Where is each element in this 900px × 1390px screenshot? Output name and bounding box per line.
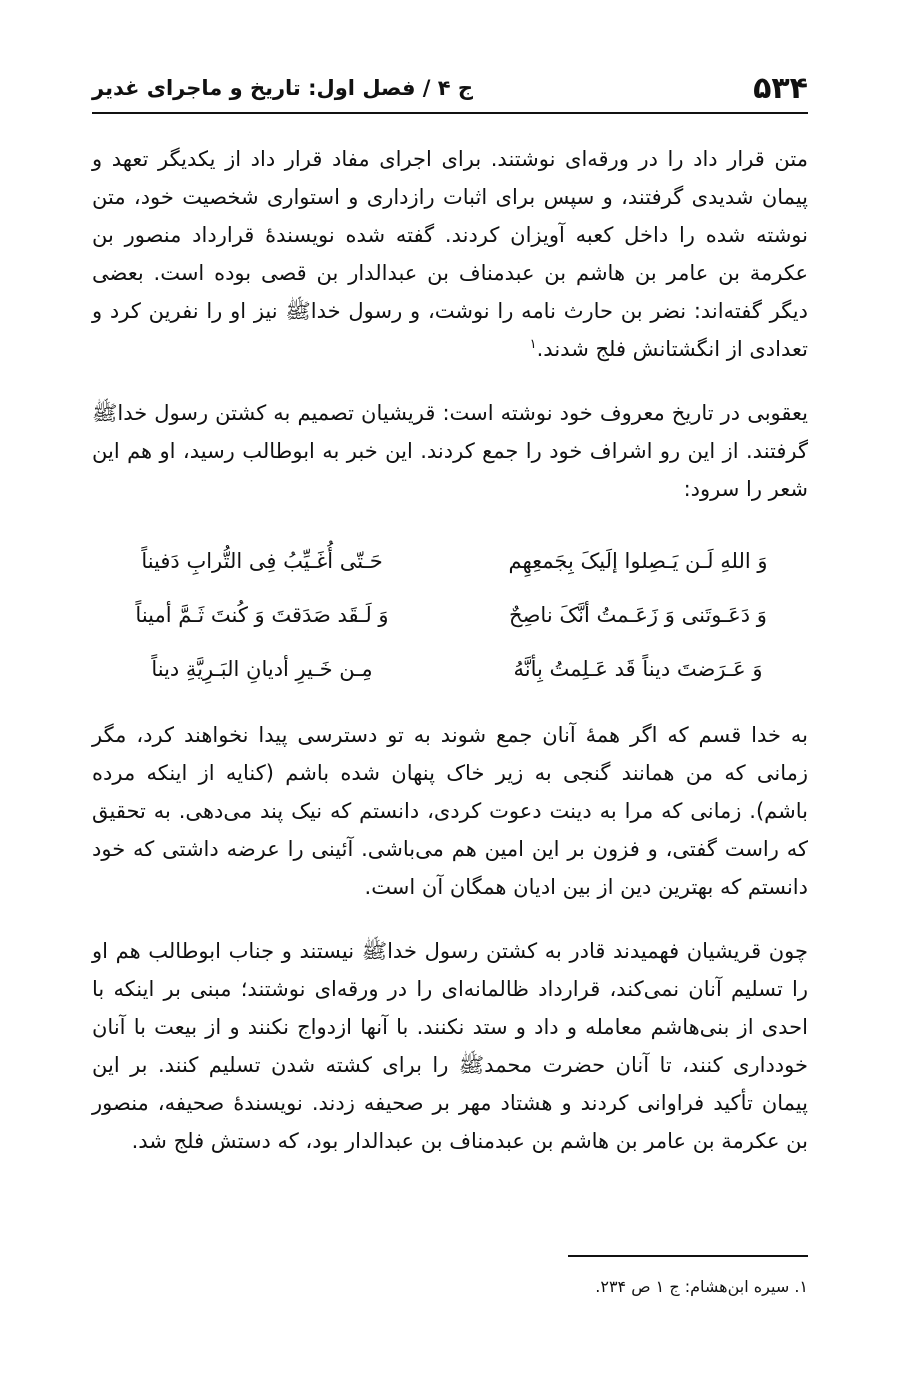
- poem-hemistich-first: وَ اللهِ لَـن یَـصِلوا إلَیکَ بِجَمعِهِم: [508, 549, 768, 573]
- poem-hemistich-second: وَ لَـقَد صَدَقتَ وَ کُنتَ ثَـمَّ أمیناً: [135, 603, 389, 627]
- body-text: [92, 140, 808, 1186]
- poem-couplet: [92, 642, 808, 696]
- poem-hemistich-second: حَـتّی أُغَـیِّبُ فِی التُّرابِ دَفیناً: [141, 549, 383, 573]
- paragraph-2: یعقوبی در تاریخ معروف خود نوشته است: قریشیان تصمیم به کشتن رسول خداﷺ گرفتند. از این رو اشراف خود را جمع کردند. این خبر به ابوطالب رسید، او هم این شعر را سرود:: [92, 401, 808, 501]
- paragraph-1: [92, 140, 808, 368]
- footnote: ۱. سیره ابن‌هشام: ج ۱ ص ۲۳۴.: [595, 1277, 808, 1296]
- poem-hemistich-first: وَ دَعَـوتَنی وَ زَعَـمتُ أنَّکَ ناصِحٌ: [509, 603, 767, 627]
- footnote-divider: [568, 1255, 808, 1257]
- footnote-reference[interactable]: ۱: [529, 337, 537, 352]
- poem-couplet: [92, 534, 808, 588]
- poem-hemistich-second: مِـن خَـیرِ أدیانِ البَـرِیَّةِ دیناً: [151, 657, 373, 681]
- page-number: ۵۳۴: [753, 70, 808, 106]
- page-header: [92, 64, 808, 114]
- paragraph-4: چون قریشیان فهمیدند قادر به کشتن رسول خداﷺ نیستند و جناب ابوطالب هم او را تسلیم آنان نمی‌کند، قرارداد ظالمانه‌ای را در ورقه‌ای نوشتند؛ مبنی بر اینکه با احدی از بنی‌هاشم معامله و داد و ستد نکنند. با آنها ازدواج نکنند و از بیعت با آنان خودداری کنند، تا آنان حضرت محمدﷺ را برای کشته شدن تسلیم کنند. بر این پیمان تأکید فراوانی کردند و هشتاد مهر بر صحیفه زدند. نویسندهٔ صحیفه، منصور بن عکرمة بن عامر بن هاشم بن عبدمناف بن عبدالدار بود، که دستش فلج شد.: [92, 939, 808, 1153]
- running-head: ج ۴ / فصل اول: تاریخ و ماجرای غدیر: [92, 76, 474, 100]
- paragraph-3: به خدا قسم که اگر همهٔ آنان جمع شوند به تو دسترسی پیدا نخواهند کرد، مگر زمانی که من همانند گنجی به زیر خاک پنهان شده باشم (کنایه از اینکه مرده باشم). زمانی که مرا به دینت دعوت کردی، دانستم که نیک پند می‌دهی. به تحقیق که راست گفتی، و فزون بر این امین هم می‌باشی. آئینی را عرضه داشتی که خود دانستم که بهترین دین از بین ادیان همگان آن است.: [92, 723, 808, 899]
- poem-hemistich-first: وَ عَـرَضتَ دیناً قَد عَـلِمتُ بِأنَّهُ: [513, 657, 763, 681]
- poem: [92, 534, 808, 696]
- paragraph-1-text: متن قرار داد را در ورقه‌ای نوشتند. برای اجرای مفاد قرار داد از یکدیگر تعهد و پیمان شدیدی گرفتند، و سپس برای اثبات رازداری و استواری شخصیت خود، متن نوشته شده را داخل کعبه آویزان کردند. گفته شده نویسندهٔ قرارداد منصور بن عکرمة بن عامر بن هاشم بن عبدمناف بن عبدالدار بن قصی بوده است. بعضی دیگر گفته‌اند: نضر بن حارث نامه را نوشت، و رسول خداﷺ نیز او را نفرین کرد و تعدادی از انگشتانش فلج شدند.: [92, 147, 808, 361]
- poem-couplet: [92, 588, 808, 642]
